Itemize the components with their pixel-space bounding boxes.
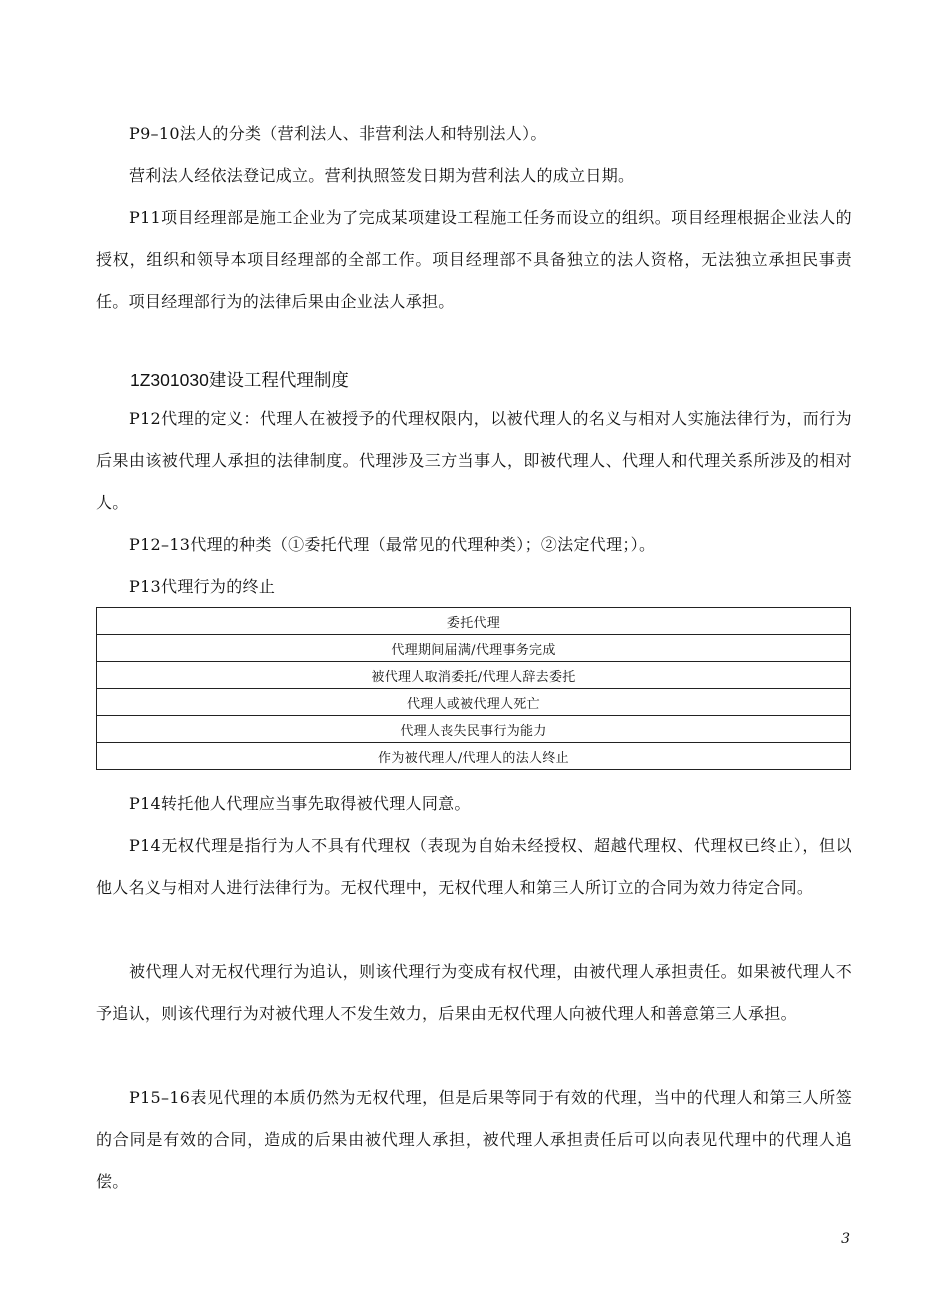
- table-row: [97, 689, 851, 716]
- paragraph-agency-types: P12–13代理的种类（①委托代理（最常见的代理种类）；②法定代理；）。: [129, 535, 656, 554]
- paragraph-unauthorized-agency: P14无权代理是指行为人不具有代理权（表现为自始未经授权、超越代理权、代理权已终止），但以他人名义与相对人进行法律行为。无权代理中，无权代理人和第三人所订立的合同为效力待定合同。: [96, 836, 852, 897]
- table-cell: 代理人或被代理人死亡: [97, 689, 851, 716]
- table-row: [97, 662, 851, 689]
- paragraph-apparent-agency: P15–16表见代理的本质仍然为无权代理，但是后果等同于有效的代理，当中的代理人和第三人所签的合同是有效的合同，造成的后果由被代理人承担，被代理人承担责任后可以向表见代理中的代理人追偿。: [96, 1088, 852, 1191]
- paragraph-legal-person-classification: P9–10法人的分类（营利法人、非营利法人和特别法人）。: [129, 124, 547, 143]
- page-number: 3: [841, 1231, 850, 1247]
- paragraph-ratification: 被代理人对无权代理行为追认，则该代理行为变成有权代理，由被代理人承担责任。如果被代理人不予追认，则该代理行为对被代理人不发生效力，后果由无权代理人向被代理人和善意第三人承担。: [96, 962, 852, 1023]
- paragraph-project-department: P11项目经理部是施工企业为了完成某项建设工程施工任务而设立的组织。项目经理根据企业法人的授权，组织和领导本项目经理部的全部工作。项目经理部不具备独立的法人资格，无法独立承担民事责任。项目经理部行为的法律后果由企业法人承担。: [96, 208, 852, 311]
- section-heading: 1Z301030建设工程代理制度: [130, 370, 349, 390]
- paragraph-sub-agency: P14转托他人代理应当事先取得被代理人同意。: [129, 794, 471, 813]
- paragraph-agency-definition: P12代理的定义：代理人在被授予的代理权限内，以被代理人的名义与相对人实施法律行为，而行为后果由该被代理人承担的法律制度。代理涉及三方当事人，即被代理人、代理人和代理关系所涉及的相对人。: [96, 409, 852, 512]
- table-cell: 被代理人取消委托/代理人辞去委托: [97, 662, 851, 689]
- table-cell: 代理期间届满/代理事务完成: [97, 635, 851, 662]
- table-header-row: [97, 608, 851, 635]
- table-header-cell: 委托代理: [97, 608, 851, 635]
- paragraph-agency-termination-title: P13代理行为的终止: [129, 577, 276, 596]
- paragraph-for-profit-establishment: 营利法人经依法登记成立。营利执照签发日期为营利法人的成立日期。: [129, 166, 635, 185]
- table-cell: 作为被代理人/代理人的法人终止: [97, 743, 851, 770]
- table-row: [97, 743, 851, 770]
- table-row: [97, 716, 851, 743]
- agency-termination-table: [96, 607, 851, 770]
- table-row: [97, 635, 851, 662]
- table-cell: 代理人丧失民事行为能力: [97, 716, 851, 743]
